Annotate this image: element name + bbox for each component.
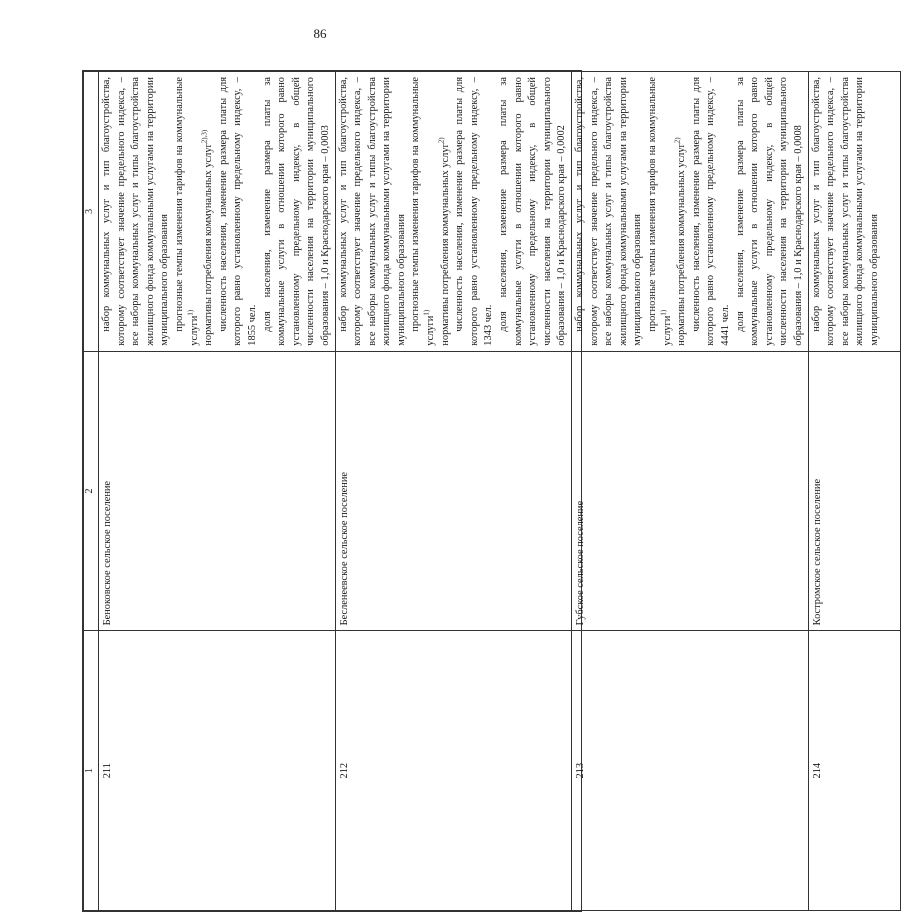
header-col-3: 3 [84,72,99,352]
description-text: набор коммунальных услуг и тип благоустройства, которому соответствует значение предельного индекса, – все наборы коммунальных услуг и типы благоустройства жилищного фонда коммунальными услугами на территории муниципального образования [810,77,880,346]
description-text: нормативы потребления коммунальных услуг [203,143,215,346]
header-col-1: 1 [84,631,99,911]
description-line [261,77,334,346]
description-text: численность населения, изменение размера платы для которого равно установленному предельному индексу, – 1855 чел. [217,77,258,346]
description-line [202,77,217,346]
footnote-marker: 1) [186,309,195,316]
header-col-2: 2 [84,351,99,631]
row-number: 212 [335,631,572,911]
row-description [335,72,572,352]
table-row [99,72,336,911]
description-line [173,77,202,346]
description-text: набор коммунальных услуг и тип благоустройства, которому соответствует значение предельного индекса, – все наборы коммунальных услуг и типы благоустройства жилищного фонда коммунальными услугами на территории муниципального образования [337,77,407,346]
footnote-marker: 1) [659,309,668,316]
settlement-name: Беноковское сельское поселение [99,351,336,631]
indices-table [83,71,901,911]
table-row [572,72,809,911]
settlement-name: Бесленеевское сельское поселение [335,351,572,631]
settlement-name: Губское сельское поселение [572,351,809,631]
description-line [646,77,675,346]
table-row [335,72,572,911]
description-text: набор коммунальных услуг и тип благоустройства, которому соответствует значение предельного индекса, – все наборы коммунальных услуг и типы благоустройства жилищного фонда коммунальными услугами на территории муниципального образования [101,77,171,346]
rotated-table-page [82,70,880,912]
row-number: 214 [808,631,900,911]
description-line [497,77,570,346]
description-line [409,77,438,346]
description-line [217,77,261,346]
description-line [675,77,690,346]
description-text: прогнозные темпы изменения тарифов на коммунальные услуги [173,77,200,346]
footnote-marker: 2) [437,137,446,144]
description-text: прогнозные темпы изменения тарифов на коммунальные услуги [410,77,437,346]
footnote-marker: 2),3) [200,129,209,144]
row-description [99,72,336,352]
description-line [100,77,173,346]
description-line [439,77,454,346]
description-line [810,77,883,346]
description-line [690,77,734,346]
description-text: численность населения, изменение размера платы для которого равно установленному предельному индексу, – 1343 чел. [454,77,495,346]
description-text: численность населения, изменение размера платы для которого равно установленному предельному индексу, – 4441 чел. [690,77,731,346]
description-line [573,77,646,346]
page-number: 86 [313,26,327,41]
description-text: доля населения, изменение размера платы за коммунальные услуги в отношении которого равно установленному предельному индексу, в общей численности населения на территории муниципального образования – 1,0 и Краснодарского края – 0,0008 [734,77,804,346]
description-text: набор коммунальных услуг и тип благоустройства, которому соответствует значение предельного индекса, – все наборы коммунальных услуг и типы благоустройства жилищного фонда коммунальными услугами на территории муниципального образования [574,77,644,346]
table-header-row [84,72,99,911]
description-text: доля населения, изменение размера платы за коммунальные услуги в отношении которого равно установленному предельному индексу, в общей численности населения на территории муниципального образования – 1,0 и Краснодарского края – 0,0002 [498,77,568,346]
description-text: прогнозные темпы изменения тарифов на коммунальные услуги [646,77,673,346]
table-row [808,72,900,911]
description-text: нормативы потребления коммунальных услуг [676,143,688,346]
description-line [734,77,807,346]
description-text: нормативы потребления коммунальных услуг [439,143,451,346]
description-line [337,77,410,346]
row-number: 213 [572,631,809,911]
footnote-marker: 1) [422,309,431,316]
row-number: 211 [99,631,336,911]
description-text: доля населения, изменение размера платы за коммунальные услуги в отношении которого равно установленному предельному индексу, в общей численности населения на территории муниципального образования – 1,0 и Краснодарского края – 0,0003 [261,77,331,346]
row-description [808,72,900,352]
row-description [572,72,809,352]
settlement-name: Костромское сельское поселение [808,351,900,631]
footnote-marker: 2) [673,137,682,144]
description-line [453,77,497,346]
